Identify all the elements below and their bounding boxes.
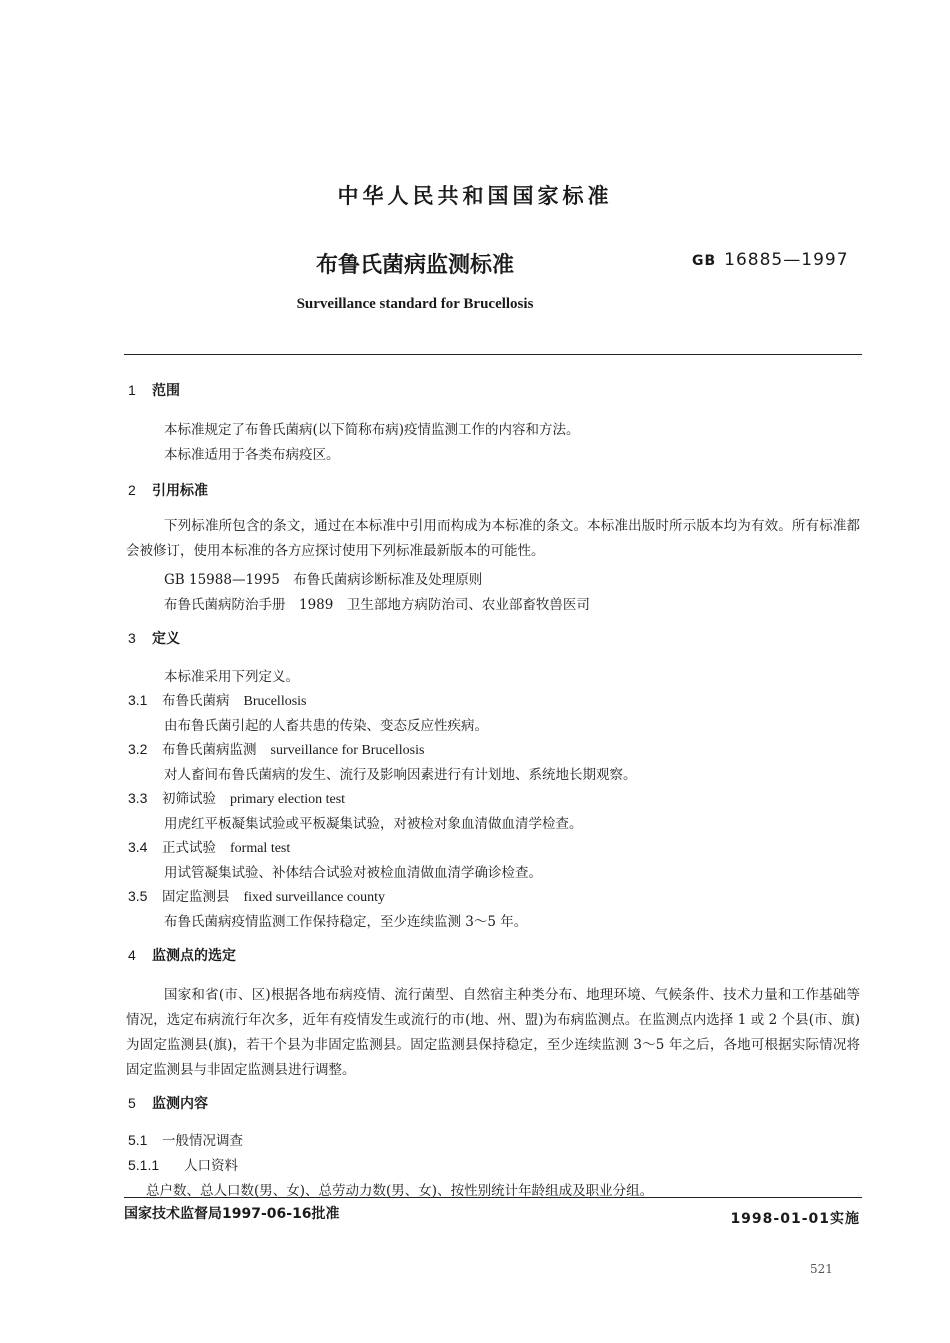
code-number: 16885—1997 <box>724 250 849 270</box>
definition-3-4-desc: 用试管凝集试验、补体结合试验对被检血清做血清学确诊检查。 <box>164 865 542 881</box>
section-2-heading: 2 引用标准 <box>128 482 208 499</box>
subsection-5-1: 5.1 一般情况调查 <box>128 1132 243 1149</box>
section-4-heading: 4 监测点的选定 <box>128 947 236 964</box>
section-1-heading: 1 范围 <box>128 382 180 399</box>
definition-3-2: 3.2 布鲁氏菌病监测 surveillance for Brucellosis <box>128 741 425 758</box>
english-subtitle: Surveillance standard for Brucellosis <box>296 296 534 312</box>
section-3-heading: 3 定义 <box>128 630 180 647</box>
header-divider <box>124 354 862 355</box>
definition-3-4: 3.4 正式试验 formal test <box>128 839 291 856</box>
section-1-paragraph-1: 本标准规定了布鲁氏菌病(以下简称布病)疫情监测工作的内容和方法。 <box>164 422 580 438</box>
reference-1: GB 15988—1995 布鲁氏菌病诊断标准及处理原则 <box>164 572 483 588</box>
reference-2: 布鲁氏菌病防治手册 1989 卫生部地方病防治司、农业部畜牧兽医司 <box>164 597 590 613</box>
definition-3-3: 3.3 初筛试验 primary election test <box>128 790 346 807</box>
definition-3-3-desc: 用虎红平板凝集试验或平板凝集试验，对被检对象血清做血清学检查。 <box>164 816 583 832</box>
definition-3-2-desc: 对人畜间布鲁氏菌病的发生、流行及影响因素进行有计划地、系统地长期观察。 <box>164 767 637 783</box>
definition-3-1-desc: 由布鲁氏菌引起的人畜共患的传染、变态反应性疾病。 <box>164 718 488 734</box>
page-number: 521 <box>810 1262 833 1276</box>
section-1-paragraph-2: 本标准适用于各类布病疫区。 <box>164 447 340 463</box>
subsection-5-1-1: 5.1.1 人口资料 <box>128 1157 238 1174</box>
section-5-paragraph: 总户数、总人口数(男、女)、总劳动力数(男、女)、按性别统计年龄组成及职业分组。 <box>146 1183 654 1199</box>
definition-3-5: 3.5 固定监测县 fixed surveillance county <box>128 888 386 905</box>
code-prefix: GB <box>692 253 717 269</box>
section-4-paragraph: 国家和省(市、区)根据各地布病疫情、流行菌型、自然宿主种类分布、地理环境、气候条件、技术力量和工作基础等情况，选定布病流行年次多，近年有疫情发生或流行的市(地、州、盟)为布病监测点。在监测点内选择 1 或 2 个县(市、旗)为固定监测县(旗)，若干个县为非固定监测县。固定监测县保持稳定，至少连续监测 3～5 年之后，各地可根据实际情况将固定监测县与非固定监测县进行调整。 <box>126 987 860 1078</box>
footer-divider <box>124 1197 862 1198</box>
section-3-intro: 本标准采用下列定义。 <box>164 669 299 685</box>
standard-code <box>692 250 849 270</box>
national-standard-heading: 中华人民共和国国家标准 <box>337 184 613 208</box>
section-5-heading: 5 监测内容 <box>128 1095 208 1112</box>
document-title: 布鲁氏菌病监测标准 <box>315 253 514 278</box>
section-2-paragraph: 下列标准所包含的条文，通过在本标准中引用而构成为本标准的条文。本标准出版时所示版本均为有效。所有标准都会被修订，使用本标准的各方应探讨使用下列标准最新版本的可能性。 <box>126 518 860 559</box>
implementation-date: 1998-01-01实施 <box>730 1211 860 1227</box>
approval-date: 国家技术监督局1997-06-16批准 <box>124 1206 340 1222</box>
definition-3-1: 3.1 布鲁氏菌病 Brucellosis <box>128 692 307 709</box>
definition-3-5-desc: 布鲁氏菌病疫情监测工作保持稳定，至少连续监测 3～5 年。 <box>164 914 528 930</box>
